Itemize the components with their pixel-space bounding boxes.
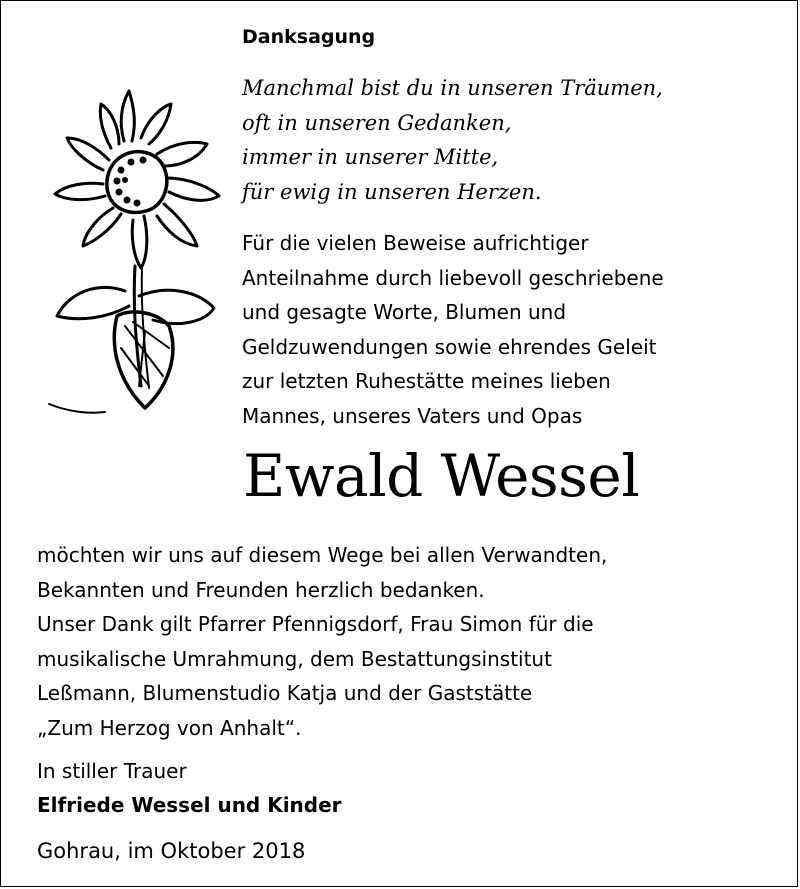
deceased-name: Ewald Wessel (243, 442, 640, 510)
poem-line: Manchmal bist du in unseren Träumen, (242, 76, 663, 100)
body-line: Bekannten und Freunden herzlich bedanken. (37, 577, 485, 602)
paragraph-line: Anteilnahme durch liebevoll geschriebene (242, 265, 664, 290)
heading-danksagung: Danksagung (242, 26, 376, 48)
paragraph-line: zur letzten Ruhestätte meines lieben (242, 369, 611, 393)
poem-line: oft in unseren Gedanken, (242, 110, 512, 135)
body-line: „Zum Herzog von Anhalt“. (37, 715, 302, 740)
closing-text: In stiller Trauer (37, 759, 187, 783)
poem (242, 71, 663, 209)
poem-line: immer in unserer Mitte, (242, 145, 499, 169)
paragraph-line: Für die vielen Beweise aufrichtiger (242, 231, 589, 255)
body-line: musikalische Umrahmung, dem Bestattungsinstitut (37, 646, 552, 671)
body-line: Leßmann, Blumenstudio Katja und der Gaststätte (37, 681, 533, 705)
thanks-paragraph (242, 226, 664, 433)
paragraph-line: Mannes, unseres Vaters und Opas (242, 403, 583, 428)
paragraph-line: Geldzuwendungen sowie ehrendes Geleit (242, 334, 657, 359)
sunflower-icon (29, 86, 229, 421)
signed-by: Elfriede Wessel und Kinder (37, 793, 342, 817)
body-line: Unser Dank gilt Pfarrer Pfennigsdorf, Frau Simon für die (37, 612, 594, 636)
body-line: möchten wir uns auf diesem Wege bei allen Verwandten, (37, 543, 608, 567)
place-date: Gohrau, im Oktober 2018 (37, 839, 306, 863)
poem-line: für ewig in unseren Herzen. (242, 179, 542, 204)
paragraph-line: und gesagte Worte, Blumen und (242, 300, 567, 324)
thanks-body (37, 538, 607, 745)
